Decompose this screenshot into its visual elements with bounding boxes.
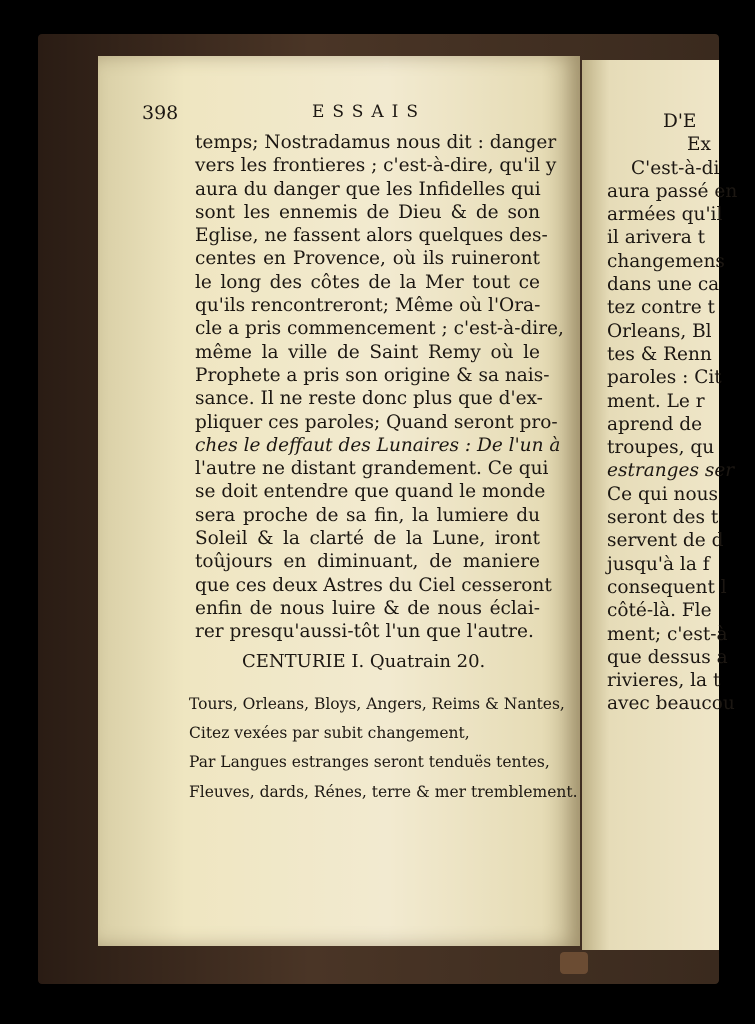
right-line: rivieres, la t <box>607 670 721 692</box>
right-line: armées qu'il <box>607 204 723 226</box>
right-line: troupes, qu <box>607 437 715 459</box>
body-line: sera proche de sa fin, la lumiere du <box>195 504 540 526</box>
body-line: sance. Il ne reste donc plus que d'ex- <box>195 388 543 410</box>
quatrain-line: Citez vexées par subit changement, <box>189 724 470 743</box>
right-line: consequent l <box>607 576 727 598</box>
right-line: servent de d <box>607 530 724 552</box>
right-line: tez contre t <box>607 297 715 319</box>
left-page-header <box>142 102 542 132</box>
body-line: toûjours en diminuant, de maniere <box>195 551 540 573</box>
right-line: ment; c'est-à <box>607 623 728 645</box>
body-line: temps; Nostradamus nous dit : danger <box>195 132 557 153</box>
body-line: enfin de nous luire & de nous éclai- <box>195 597 540 619</box>
body-line: centes en Provence, où ils ruineront <box>195 248 540 270</box>
right-line: Ce qui nous <box>607 483 718 505</box>
right-line: ment. Le r <box>607 390 705 412</box>
body-line: cle a pris commencement ; c'est-à-dire, <box>195 318 564 340</box>
body-line: sont les ennemis de Dieu & de son <box>195 201 540 223</box>
page-number: 398 <box>142 102 179 124</box>
right-line: jusqu'à la f <box>607 553 710 575</box>
body-line: vers les frontieres ; c'est-à-dire, qu'il y <box>195 155 557 177</box>
running-head: ESSAIS <box>312 102 427 122</box>
right-line: dans une ca <box>607 274 720 296</box>
body-line: même la ville de Saint Remy où le <box>195 341 540 363</box>
body-line: rer presqu'aussi-tôt l'un que l'autre. <box>195 621 534 643</box>
body-line: que ces deux Astres du Ciel cesseront <box>195 574 552 596</box>
right-line: estranges ser <box>607 460 735 482</box>
right-line: côté-là. Fle <box>607 600 712 622</box>
body-line: qu'ils rencontreront; Même où l'Ora- <box>195 295 541 317</box>
right-line: Orleans, Bl <box>607 320 712 342</box>
right-page-text <box>607 110 755 716</box>
quatrain <box>189 690 578 807</box>
right-line: aprend de <box>607 413 703 435</box>
body-line: Prophete a pris son origine & sa nais- <box>195 364 550 386</box>
body-line: pliquer ces paroles; Quand seront pro- <box>195 411 558 433</box>
quatrain-line: Tours, Orleans, Bloys, Angers, Reims & Nantes, <box>189 695 565 713</box>
body-line: aura du danger que les Infidelles qui <box>195 178 541 200</box>
right-line: seront des t <box>607 507 719 529</box>
right-line: Ex <box>687 134 711 156</box>
right-line: paroles : Cit <box>607 367 722 389</box>
body-text <box>195 131 564 644</box>
right-line: changemens <box>607 250 725 272</box>
section-heading: CENTURIE I. Quatrain 20. <box>242 651 486 672</box>
quatrain-line: Par Langues estranges seront tenduës tentes, <box>189 753 550 772</box>
right-line: avec beaucou <box>607 693 735 715</box>
book-clasp <box>560 952 588 974</box>
right-running-head: D'E <box>663 111 697 132</box>
body-line: Soleil & la clarté de la Lune, iront <box>195 528 540 550</box>
right-line: que dessus a <box>607 646 728 668</box>
right-line: C'est-à-di <box>631 157 720 179</box>
quatrain-line: Fleuves, dards, Rénes, terre & mer tremblement. <box>189 782 578 801</box>
body-line: se doit entendre que quand le monde <box>195 481 546 503</box>
body-line: Eglise, ne fassent alors quelques des- <box>195 225 548 247</box>
right-line: tes & Renn <box>607 343 712 365</box>
body-line: ches le deffaut des Lunaires : De l'un à <box>195 434 561 456</box>
body-line: l'autre ne distant grandement. Ce qui <box>195 458 549 480</box>
right-line: il arivera t <box>607 227 706 249</box>
body-line: le long des côtes de la Mer tout ce <box>195 271 540 293</box>
right-line: aura passé en <box>607 180 738 202</box>
